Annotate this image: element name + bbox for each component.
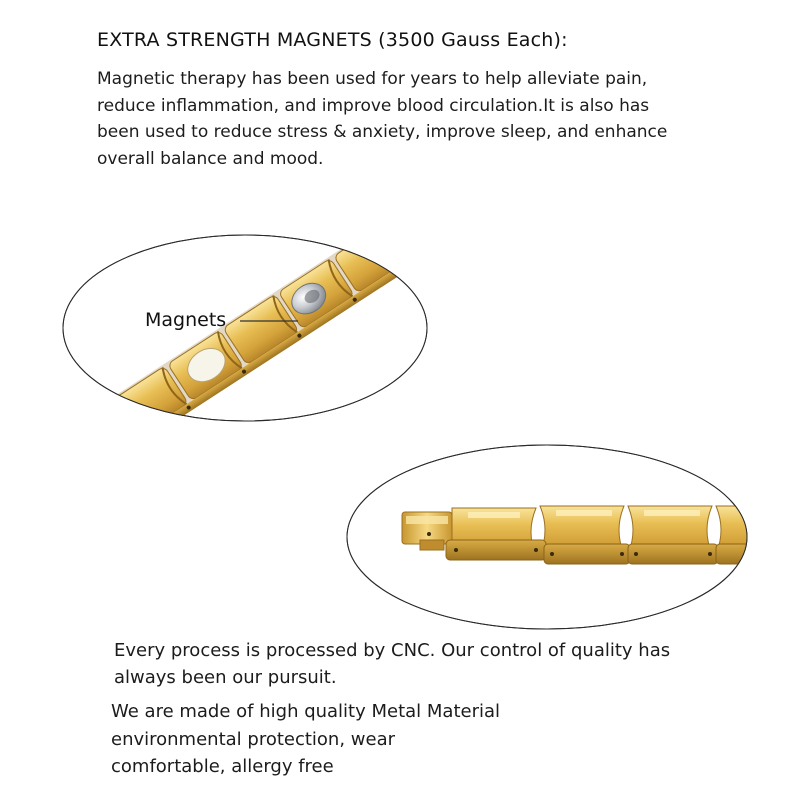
material-line: environmental protection, wear xyxy=(111,728,396,750)
clasp-closeup-image xyxy=(347,445,756,629)
intro-line: Magnetic therapy has been used for years to help alleviate pain, xyxy=(97,69,648,89)
section-heading: EXTRA STRENGTH MAGNETS (3500 Gauss Each): xyxy=(97,29,568,51)
material-line: comfortable, allergy free xyxy=(111,756,334,777)
cnc-line: Every process is processed by CNC. Our control of quality has xyxy=(114,640,671,661)
cnc-paragraph xyxy=(114,637,670,691)
intro-line: overall balance and mood. xyxy=(97,148,324,169)
magnets-label: Magnets xyxy=(145,309,227,331)
material-paragraph xyxy=(111,698,500,781)
magnet-closeup-image xyxy=(47,185,469,485)
intro-line: been used to reduce stress & anxiety, improve sleep, and enhance xyxy=(97,122,668,142)
material-line: We are made of high quality Metal Material xyxy=(111,701,501,722)
cnc-line: always been our pursuit. xyxy=(114,667,337,688)
intro-line: reduce inflammation, and improve blood circulation.It is also has xyxy=(97,95,650,116)
